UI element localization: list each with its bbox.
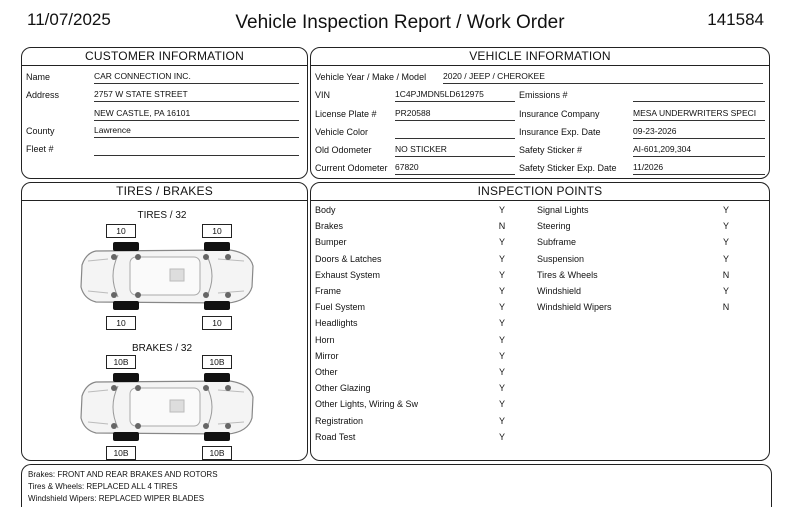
inspection-item-label: Doors & Latches: [315, 253, 382, 264]
inspection-item-result: Y: [498, 253, 505, 264]
name-label: Name: [26, 72, 51, 82]
address-line-1: 2757 W STATE STREET: [94, 89, 299, 102]
plate-label: License Plate #: [315, 109, 377, 119]
tire-front-left: 10: [106, 224, 136, 238]
inspection-points-title: INSPECTION POINTS: [477, 184, 603, 198]
inspection-item-result: Y: [498, 399, 505, 410]
county-label: County: [26, 126, 55, 136]
inspection-item-label: Suspension: [537, 253, 585, 264]
address-line-2: NEW CASTLE, PA 16101: [94, 108, 299, 121]
old-odometer-value: NO STICKER: [395, 144, 515, 157]
safety-exp-value: 11/2026: [633, 162, 765, 175]
car-top-view-brakes: [78, 372, 258, 442]
report-date: 11/07/2025: [27, 10, 111, 29]
vehicle-info-section: [310, 47, 770, 179]
fleet-label: Fleet #: [26, 144, 54, 154]
brakes-title: BRAKES / 32: [131, 343, 193, 354]
current-odometer-value: 67820: [395, 162, 515, 175]
inspection-item-label: Bumper: [315, 237, 347, 248]
note-line: Brakes: FRONT AND REAR BRAKES AND ROTORS: [28, 470, 218, 479]
inspection-item-result: Y: [498, 269, 505, 280]
inspection-item-label: Headlights: [315, 318, 358, 329]
brake-front-left: 10B: [106, 355, 136, 369]
ymm-value: 2020 / JEEP / CHEROKEE: [443, 71, 763, 84]
inspection-item-label: Subframe: [537, 237, 577, 248]
inspection-item-label: Road Test: [315, 431, 356, 442]
inspection-item-label: Other Glazing: [315, 383, 371, 394]
inspection-item-label: Windshield Wipers: [537, 302, 612, 313]
inspection-item-result: Y: [498, 367, 505, 377]
inspection-item-label: Registration: [315, 415, 364, 426]
address-label: Address: [26, 90, 60, 100]
county-value: Lawrence: [94, 125, 299, 138]
inspection-item-label: Brakes: [315, 221, 344, 232]
tires-brakes-section: [21, 182, 308, 461]
emissions-value: [633, 89, 765, 102]
note-line: Tires & Wheels: REPLACED ALL 4 TIRES: [28, 482, 178, 491]
inspection-item-result: Y: [722, 237, 729, 248]
inspection-item-result: Y: [498, 431, 505, 442]
inspection-item-result: Y: [498, 334, 505, 345]
tires-brakes-title: TIRES / BRAKES: [116, 184, 213, 198]
brake-rear-left: 10B: [106, 446, 136, 460]
tire-rear-left: 10: [106, 316, 136, 330]
inspection-item-result: Y: [722, 221, 729, 232]
inspection-item-label: Frame: [315, 286, 342, 296]
inspection-item-label: Steering: [537, 221, 571, 232]
inspection-item-result: Y: [498, 286, 505, 296]
color-value: [395, 126, 515, 139]
insurance-value: MESA UNDERWRITERS SPECI: [633, 108, 765, 121]
vin-label: VIN: [315, 90, 331, 100]
inspection-item-label: Signal Lights: [537, 205, 589, 215]
inspection-item-result: N: [722, 269, 730, 280]
note-line: Windshield Wipers: REPLACED WIPER BLADES: [28, 494, 205, 503]
brake-front-right: 10B: [202, 355, 232, 369]
vehicle-info-title: VEHICLE INFORMATION: [469, 49, 611, 63]
customer-info-section: [21, 47, 308, 179]
customer-info-title: CUSTOMER INFORMATION: [85, 49, 244, 63]
safety-sticker-value: AI-601,209,304: [633, 144, 765, 157]
current-odometer-label: Current Odometer: [315, 163, 388, 173]
safety-sticker-label: Safety Sticker #: [519, 145, 583, 155]
car-top-view-tires: [78, 241, 258, 311]
color-label: Vehicle Color: [315, 127, 369, 137]
ins-exp-label: Insurance Exp. Date: [519, 127, 601, 137]
plate-value: PR20588: [395, 108, 515, 121]
inspection-item-label: Fuel System: [315, 302, 366, 313]
tires-title: TIRES / 32: [137, 210, 187, 221]
safety-exp-label: Safety Sticker Exp. Date: [519, 163, 617, 173]
tire-front-right: 10: [202, 224, 232, 238]
inspection-item-result: N: [722, 302, 730, 313]
inspection-item-result: Y: [498, 302, 505, 313]
inspection-item-label: Exhaust System: [315, 269, 381, 280]
inspection-item-label: Horn: [315, 334, 335, 345]
inspection-item-label: Windshield: [537, 286, 582, 296]
ymm-label: Vehicle Year / Make / Model: [315, 72, 427, 82]
brake-rear-right: 10B: [202, 446, 232, 460]
inspection-item-result: Y: [498, 415, 505, 426]
inspection-item-result: Y: [498, 350, 505, 361]
old-odometer-label: Old Odometer: [315, 145, 372, 155]
inspection-item-result: N: [498, 221, 506, 232]
inspection-points-section: [310, 182, 770, 461]
inspection-item-result: Y: [722, 286, 729, 296]
report-title: Vehicle Inspection Report / Work Order: [235, 12, 565, 33]
inspection-item-label: Mirror: [315, 350, 339, 361]
emissions-label: Emissions #: [519, 90, 568, 100]
inspection-item-result: Y: [722, 205, 729, 215]
tire-rear-right: 10: [202, 316, 232, 330]
inspection-item-result: Y: [498, 383, 505, 394]
inspection-item-result: Y: [498, 237, 505, 248]
inspection-item-label: Body: [315, 205, 336, 215]
inspection-item-label: Tires & Wheels: [537, 269, 598, 280]
inspection-item-result: Y: [498, 205, 505, 215]
inspection-item-label: Other: [315, 367, 338, 377]
work-order-number: 141584: [707, 10, 764, 29]
insurance-label: Insurance Company: [519, 109, 600, 119]
inspection-item-result: Y: [498, 318, 505, 329]
inspection-item-label: Other Lights, Wiring & Sw: [315, 399, 419, 410]
inspection-item-result: Y: [722, 253, 729, 264]
customer-name: CAR CONNECTION INC.: [94, 71, 299, 84]
vin-value: 1C4PJMDN5LD612975: [395, 89, 515, 102]
ins-exp-value: 09-23-2026: [633, 126, 765, 139]
fleet-value: [94, 143, 299, 156]
